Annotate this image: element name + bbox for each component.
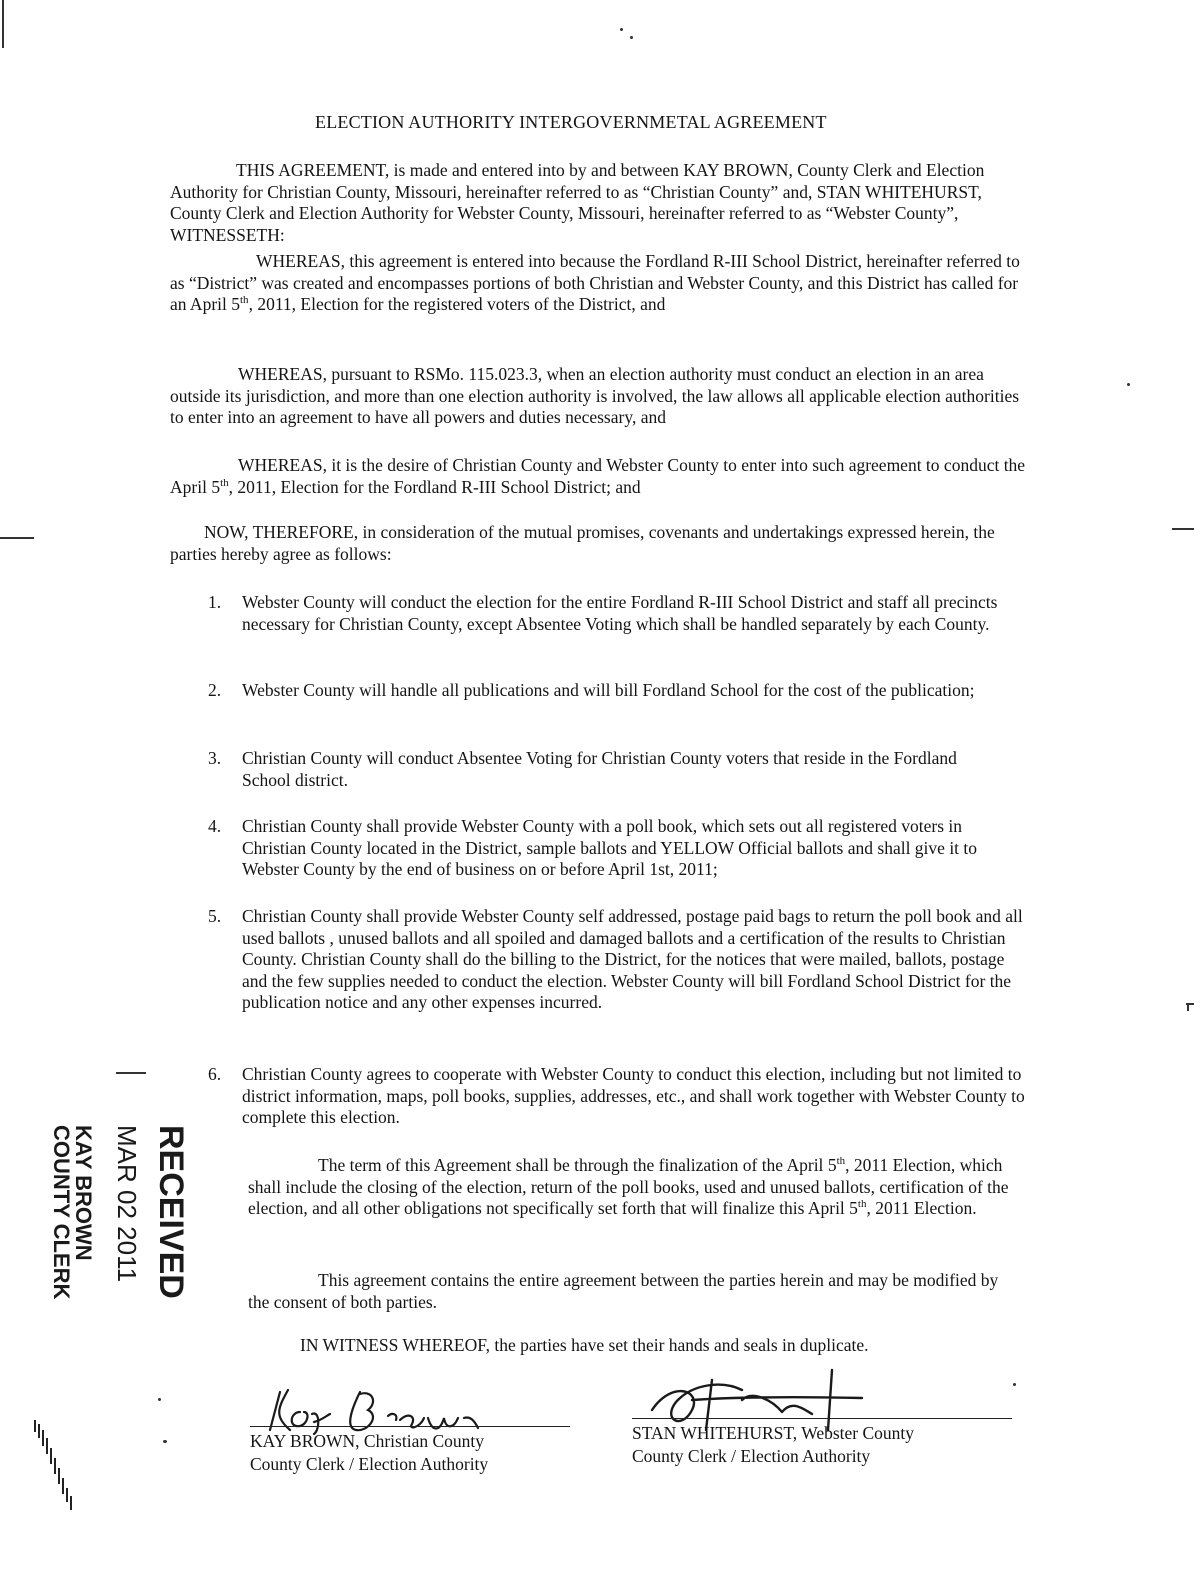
scan-speck — [1127, 383, 1130, 386]
item-number: 3. — [208, 748, 222, 768]
stamp-clerk-text: COUNTY CLERK — [49, 1125, 74, 1300]
binder-mark — [30, 1410, 80, 1520]
left-signature-line — [250, 1426, 570, 1427]
now-therefore-paragraph: NOW, THEREFORE, in consideration of the mutual promises, covenants and undertakings expressed herein, the parties hereby agree as follows: — [170, 522, 995, 564]
right-signer-title: County Clerk / Election Authority — [632, 1446, 871, 1466]
item-text: Christian County shall provide Webster County self addressed, postage paid bags to return the poll book and all used ballots , unused ballots and all spoiled and damaged ballots and a certification of the results to Christian County. Christian County shall do the billing to the District, for the notices that were mailed, ballots, postage and the few supplies needed to conduct the election. Webster County will bill Fordland School District for the publication notice and any other expenses incurred. — [242, 906, 1023, 1012]
whereas-paragraph-2: WHEREAS, pursuant to RSMo. 115.023.3, when an election authority must conduct an election in an area outside its jurisdiction, and more than one election authority is involved, the law allows all applicable election authorities to enter into an agreement to have all powers and duties necessary, and — [170, 364, 1020, 427]
left-signer-title: County Clerk / Election Authority — [250, 1454, 489, 1474]
scan-margin-mark — [0, 537, 34, 539]
stamp-name-text: KAY BROWN — [71, 1125, 96, 1261]
right-signature-line — [632, 1418, 1012, 1419]
witness-paragraph: IN WITNESS WHEREOF, the parties have set their hands and seals in duplicate. — [300, 1335, 869, 1355]
scan-speck — [1013, 1383, 1016, 1386]
scan-speck — [620, 28, 623, 31]
right-signature — [632, 1360, 1012, 1480]
item-text: Christian County will conduct Absentee Voting for Christian County voters that reside in the Fordland School district. — [242, 748, 957, 790]
document-title: ELECTION AUTHORITY INTERGOVERNMETAL AGREEMENT — [315, 112, 827, 132]
received-stamp — [20, 1120, 190, 1300]
item-number: 2. — [208, 680, 222, 700]
intro-paragraph: THIS AGREEMENT, is made and entered into by and between KAY BROWN, County Clerk and Election Authority for Christian County, Missouri, hereinafter referred to as “Christian County” and, STAN WHITEHURST, County Clerk and Election Authority for Webster County, Missouri, hereinafter referred to as “Webster County”, WITNESSETH: — [170, 160, 985, 245]
left-signature — [250, 1370, 570, 1480]
scan-speck — [158, 1398, 161, 1401]
whereas-3-text: WHEREAS, it is the desire of Christian County and Webster County to enter into such agreement to conduct the April 5th, 2011, Election for the Fordland R-III School District; and — [170, 455, 1026, 497]
whereas-paragraph-3 — [170, 455, 1030, 498]
scan-margin-mark — [116, 1072, 146, 1074]
scan-speck — [163, 1440, 167, 1443]
scan-edge-mark — [2, 0, 4, 48]
stamp-received-text: RECEIVED — [152, 1125, 190, 1299]
item-text: Webster County will conduct the election for the entire Fordland R-III School District and staff all precincts necessary for Christian County, except Absentee Voting which shall be handled separately by each County. — [242, 592, 998, 634]
scan-speck — [1187, 1003, 1189, 1011]
whereas-1-text: WHEREAS, this agreement is entered into because the Fordland R-III School District, hereinafter referred to as “District” was created and encompasses portions of both Christian and Webster County, and this District has called for an April 5th, 2011, Election for the registered voters of the District, and — [170, 251, 1020, 314]
scan-margin-mark — [1172, 528, 1194, 530]
whereas-paragraph-1 — [170, 251, 1030, 316]
item-number: 4. — [208, 816, 222, 836]
received-stamp-graphic — [20, 1120, 190, 1300]
left-signer-name: KAY BROWN, Christian County — [250, 1431, 484, 1451]
item-number: 6. — [208, 1064, 222, 1084]
right-signer-name: STAN WHITEHURST, Webster County — [632, 1423, 915, 1443]
term-paragraph — [248, 1155, 1038, 1220]
item-number: 1. — [208, 592, 222, 612]
item-text: Webster County will handle all publications and will bill Fordland School for the cost of the publication; — [242, 680, 975, 700]
item-text: Christian County shall provide Webster County with a poll book, which sets out all registered voters in Christian County located in the District, sample ballots and YELLOW Official ballots and shall give it to Webster County by the end of business on or before April 1st, 2011; — [242, 816, 978, 879]
entire-agreement-paragraph: This agreement contains the entire agreement between the parties herein and may be modified by the consent of both parties. — [248, 1270, 999, 1312]
scan-speck — [630, 36, 633, 39]
item-text: Christian County agrees to cooperate with Webster County to conduct this election, including but not limited to district information, maps, poll books, supplies, addresses, etc., and shall work together with Webster County to complete this election. — [242, 1064, 1025, 1127]
stamp-date-text: MAR 02 2011 — [112, 1125, 142, 1283]
term-text: The term of this Agreement shall be through the finalization of the April 5th, 2011 Election, which shall include the closing of the election, return of the poll books, used and unused ballots, certification of the election, and all other obligations not specifically set forth that will finalize this April 5th, 2011 Election. — [248, 1155, 1009, 1218]
item-number: 5. — [208, 906, 222, 926]
